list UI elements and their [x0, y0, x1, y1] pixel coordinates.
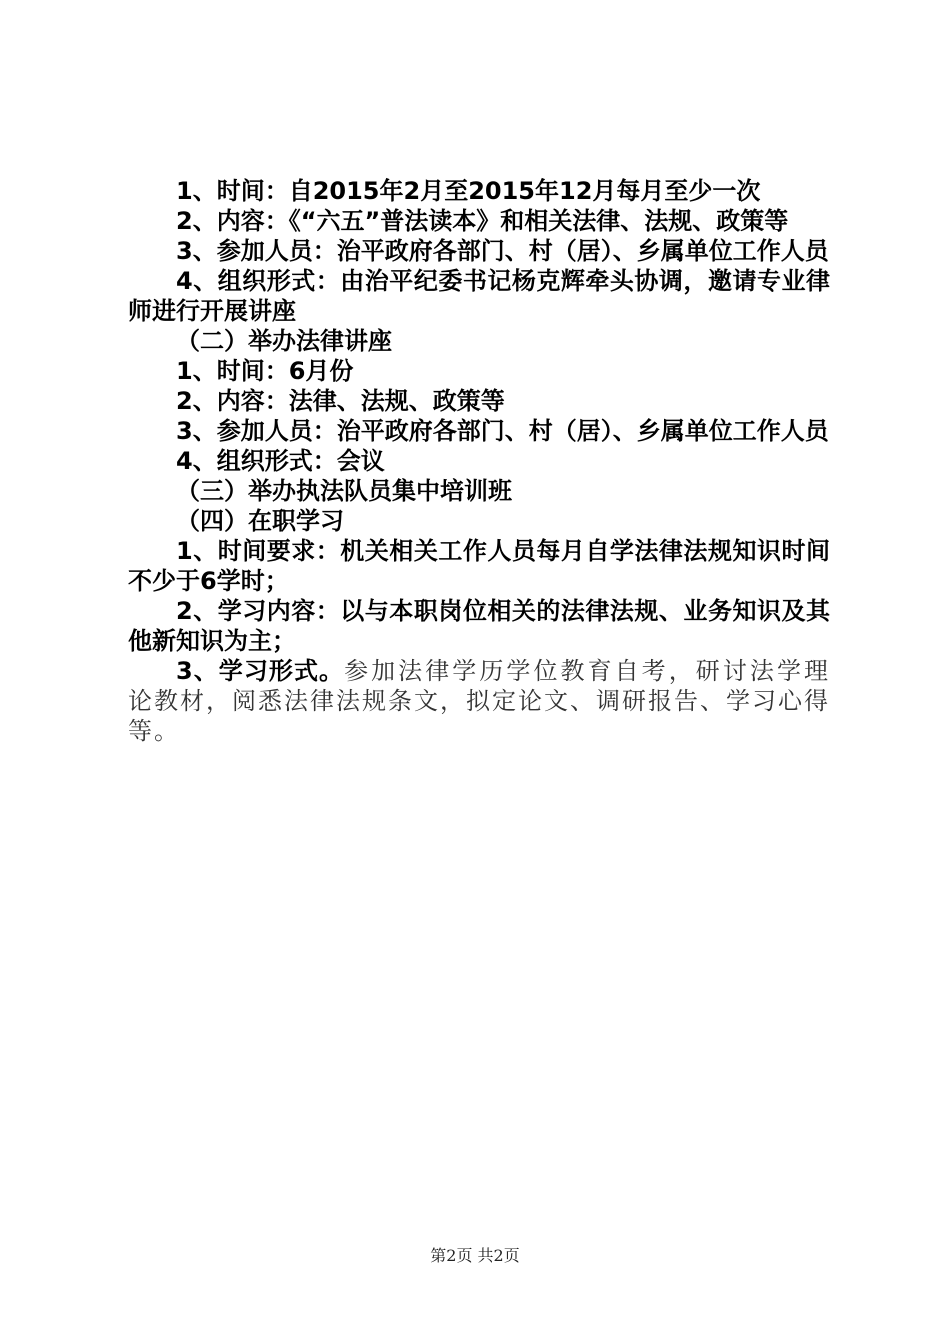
paragraph-6: 2、内容：法律、法规、政策等: [176, 387, 505, 415]
section-heading-2: （二）举办法律讲座: [176, 327, 392, 355]
paragraph-11-lead: 3、学习形式。: [176, 657, 345, 685]
paragraph-2: 2、内容：《“六五”普法读本》和相关法律、法规、政策等: [176, 207, 789, 235]
paragraph-7: 3、参加人员：治平政府各部门、村（居）、乡属单位工作人员: [176, 417, 829, 445]
paragraph-5: 1、时间：6月份: [176, 357, 354, 385]
section-heading-4: （四）在职学习: [176, 507, 344, 535]
paragraph-1: 1、时间：自2015年2月至2015年12月每月至少一次: [176, 177, 761, 205]
paragraph-11-rest: 参加法律学历学位教育自考，研讨法学理论教材，阅悉法律法规条文，拟定论文、调研报告、学习心得等。: [128, 657, 830, 745]
paragraph-3: 3、参加人员：治平政府各部门、村（居）、乡属单位工作人员: [176, 237, 829, 265]
page-footer: 第2页 共2页: [430, 1246, 520, 1265]
document-body: [128, 176, 830, 746]
section-heading-3: （三）举办执法队员集中培训班: [176, 477, 512, 505]
paragraph-10: 2、学习内容：以与本职岗位相关的法律法规、业务知识及其他新知识为主；: [128, 597, 830, 655]
paragraph-11: [128, 656, 830, 746]
paragraph-8: 4、组织形式：会议: [176, 447, 385, 475]
paragraph-9: 1、时间要求：机关相关工作人员每月自学法律法规知识时间不少于6学时；: [128, 537, 830, 595]
paragraph-4: 4、组织形式：由治平纪委书记杨克辉牵头协调，邀请专业律师进行开展讲座: [128, 267, 830, 325]
